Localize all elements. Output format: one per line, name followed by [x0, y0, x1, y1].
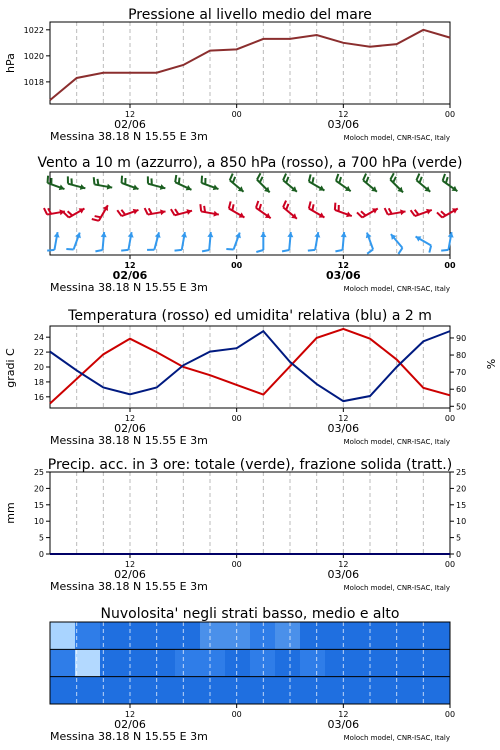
date-label: 03/06 [327, 118, 360, 131]
model-credit: Moloch model, CNR-ISAC, Italy [343, 285, 450, 293]
wind-barb [47, 231, 60, 252]
y-tick-right-label: 15 [456, 500, 467, 510]
wind-barb [253, 173, 274, 194]
barb-feather [285, 204, 290, 210]
cloud-cell [150, 677, 176, 705]
cloud-cell [325, 622, 351, 650]
location-label: Messina 38.18 N 15.55 E 3m [50, 580, 208, 593]
barb-feather [147, 248, 154, 252]
barb-head [207, 232, 213, 238]
cloud-cell [75, 649, 101, 677]
time-tick-label: 00 [444, 560, 456, 569]
barb-head [103, 204, 111, 211]
cloud-cell [125, 622, 151, 650]
time-tick-label: 12 [124, 414, 136, 423]
y-axis-label: gradi C [4, 348, 17, 388]
y-tick-label: 22 [33, 348, 44, 358]
chart-title: Nuvolosita' negli strati basso, medio e alto [100, 606, 400, 622]
cloud-cell [400, 649, 426, 677]
barb-feather [171, 209, 175, 216]
barb-feather [121, 249, 128, 252]
barb-feather [282, 249, 289, 252]
wind-barb [175, 231, 188, 252]
barb-feather [66, 247, 73, 251]
model-credit: Moloch model, CNR-ISAC, Italy [343, 734, 450, 742]
cloud-cell [50, 677, 76, 705]
plot-frame [50, 472, 450, 554]
barb-feather [333, 203, 337, 210]
chart-title: Vento a 10 m (azzurro), a 850 hPa (rosso), a 700 hPa (verde) [37, 155, 463, 171]
wind-barb [92, 177, 113, 190]
time-tick-label: 00 [231, 110, 242, 119]
location-label: Messina 38.18 N 15.55 E 3m [50, 130, 208, 143]
y-tick-label: 25 [33, 468, 44, 477]
barb-head [287, 232, 293, 238]
barb-feather [200, 176, 204, 183]
barb-feather [397, 248, 404, 254]
barb-feather [120, 176, 124, 183]
time-tick-label: 00 [231, 560, 242, 569]
wind-barb [387, 173, 408, 194]
time-tick-label: 12 [338, 560, 349, 569]
cloud-cell [325, 677, 351, 705]
barb-feather [227, 201, 232, 208]
barb-head [260, 232, 266, 237]
time-tick-label: 12 [124, 261, 136, 270]
cloud-cell [275, 677, 301, 705]
barb-feather [285, 177, 290, 183]
wind-barb [360, 174, 382, 195]
cloud-cell [300, 649, 326, 677]
wind-barb [333, 174, 355, 194]
plot-frame [50, 22, 450, 104]
date-label: 03/06 [326, 269, 361, 282]
cloud-cell [150, 622, 176, 650]
time-tick-label: 00 [231, 261, 243, 270]
barb-feather [335, 249, 342, 252]
barb-feather [92, 217, 99, 222]
date-label: 02/06 [114, 568, 146, 581]
time-tick-label: 00 [444, 261, 456, 270]
barb-feather [428, 246, 433, 253]
y-axis-label: hPa [4, 53, 17, 73]
wind-barb [226, 174, 248, 195]
cloud-cell [250, 649, 276, 677]
y-tick-right-label: 20 [456, 484, 467, 494]
cloud-cell [300, 622, 326, 650]
y-tick-label: 1018 [23, 77, 44, 87]
wind-barb [64, 202, 86, 221]
wind-barb [117, 203, 139, 219]
date-label: 03/06 [327, 568, 360, 581]
y-tick-label: 15 [33, 500, 44, 510]
barb-feather [441, 174, 447, 181]
barb-head [186, 185, 193, 193]
barb-head [372, 206, 379, 214]
plot-frame [50, 326, 450, 408]
y-tick-label: 16 [33, 392, 44, 402]
y-tick-label: 5 [38, 533, 44, 543]
wind-barb [280, 201, 302, 222]
wind-barb [121, 231, 134, 252]
barb-feather [254, 201, 260, 208]
wind-barb [413, 174, 435, 195]
cloud-cell [75, 677, 101, 705]
pressure-line [50, 30, 450, 100]
y-tick-label: 1020 [23, 51, 44, 61]
cloud-cell [350, 677, 376, 705]
barb-feather [93, 177, 96, 184]
cloud-cell [275, 622, 301, 650]
barb-head [414, 234, 421, 242]
wind-barb [171, 204, 193, 219]
cloud-cell [225, 649, 251, 677]
barb-feather [365, 177, 370, 183]
barb-feather [202, 249, 209, 252]
wind-barb [360, 232, 376, 254]
wind-barb [95, 231, 107, 252]
cloud-cell [200, 677, 226, 705]
cloud-cell [250, 677, 276, 705]
wind-barb [357, 202, 379, 221]
barb-feather [418, 177, 423, 183]
cloud-cell [350, 622, 376, 650]
y-tick-right-label: 90 [456, 333, 467, 343]
cloud-cell [125, 677, 151, 705]
barb-feather [385, 208, 388, 215]
time-tick-label: 12 [338, 110, 349, 119]
barb-feather [173, 175, 178, 182]
wind-barb [92, 202, 111, 224]
date-label: 02/06 [114, 422, 146, 435]
barb-feather [44, 208, 47, 215]
cloud-cell [175, 622, 201, 650]
barb-head [319, 212, 326, 220]
cloud-cell [200, 649, 226, 677]
wind-barb [66, 230, 82, 252]
wind-barb [280, 174, 302, 195]
location-label: Messina 38.18 N 15.55 E 3m [50, 281, 208, 294]
time-tick-label: 00 [231, 710, 242, 719]
wind-barb [147, 230, 162, 252]
barb-feather [146, 176, 150, 183]
panel-precip [4, 468, 466, 593]
y-tick-label: 1022 [23, 25, 44, 35]
model-credit: Moloch model, CNR-ISAC, Italy [343, 584, 450, 592]
date-label: 02/06 [112, 269, 148, 282]
cloud-cell [175, 677, 201, 705]
panel-wind [44, 172, 461, 294]
cloud-cell [50, 622, 76, 650]
time-tick-label: 00 [444, 110, 456, 119]
wind-barb [202, 231, 214, 252]
cloud-cell [125, 649, 151, 677]
time-tick-label: 00 [231, 414, 242, 423]
wind-barb [335, 231, 347, 252]
barb-feather [66, 176, 70, 183]
y-tick-right-label: 25 [456, 468, 467, 477]
barb-head [239, 212, 246, 220]
y-tick-right-label: 60 [456, 385, 467, 395]
time-tick-label: 12 [124, 110, 136, 119]
barb-head [319, 185, 326, 193]
y-tick-right-label: 70 [456, 368, 467, 378]
wind-barb [386, 232, 407, 254]
chart-title: Temperatura (rosso) ed umidita' relativa (blu) a 2 m [68, 308, 432, 324]
barb-feather [334, 174, 340, 181]
cloud-cell [250, 622, 276, 650]
wind-barb [282, 231, 294, 252]
y-tick-right-label: 50 [456, 402, 467, 412]
y-tick-label: 20 [33, 484, 44, 494]
location-label: Messina 38.18 N 15.55 E 3m [50, 434, 208, 447]
panel-clouds [50, 622, 455, 743]
cloud-cell [400, 622, 426, 650]
model-credit: Moloch model, CNR-ISAC, Italy [343, 134, 450, 142]
barb-head [101, 232, 107, 238]
cloud-cell [350, 649, 376, 677]
date-label: 03/06 [327, 718, 360, 731]
location-label: Messina 38.18 N 15.55 E 3m [50, 730, 208, 743]
barb-feather [231, 177, 236, 183]
wind-barb [308, 231, 321, 252]
chart-title: Precip. acc. in 3 ore: totale (verde), frazione solida (tratt.) [47, 457, 453, 473]
barb-feather [175, 249, 182, 252]
cloud-cell [175, 649, 201, 677]
wind-barb [385, 205, 406, 218]
model-credit: Moloch model, CNR-ISAC, Italy [343, 438, 450, 446]
y-tick-right-label: 5 [456, 533, 462, 543]
barb-feather [226, 247, 233, 251]
cloud-cell [400, 677, 426, 705]
cloud-cell [225, 677, 251, 705]
y-tick-label: 20 [33, 363, 44, 372]
time-tick-label: 00 [444, 414, 456, 423]
y-tick-right-label: 80 [456, 351, 467, 361]
panel-temperature [4, 326, 497, 447]
cloud-cell [425, 622, 451, 650]
date-label: 02/06 [114, 118, 146, 131]
barb-feather [308, 249, 315, 252]
barb-feather [46, 176, 50, 183]
barb-feather [199, 204, 202, 211]
date-label: 03/06 [327, 422, 360, 435]
cloud-cell [275, 649, 301, 677]
time-tick-label: 12 [338, 710, 349, 719]
date-label: 02/06 [114, 718, 146, 731]
barb-feather [307, 174, 312, 181]
time-tick-label: 00 [444, 710, 456, 719]
y-tick-right-label: 10 [456, 517, 467, 527]
wind-barb [411, 203, 433, 219]
y-tick-label: 24 [33, 333, 44, 343]
y-tick-right-label: 0 [456, 550, 462, 559]
cloud-cell [200, 622, 226, 650]
y-axis-right-label: % [484, 358, 497, 370]
barb-feather [47, 249, 54, 252]
time-tick-label: 12 [124, 560, 136, 569]
y-tick-label: 10 [33, 517, 44, 527]
barb-feather [145, 208, 148, 215]
time-tick-label: 12 [124, 710, 136, 719]
cloud-cell [425, 677, 451, 705]
wind-barb [44, 205, 65, 218]
wind-barb [45, 176, 67, 192]
wind-barb [256, 232, 266, 252]
chart-title: Pressione al livello medio del mare [128, 7, 372, 23]
barb-feather [256, 250, 263, 252]
cloud-cell [325, 649, 351, 677]
wind-barb [306, 174, 328, 193]
wind-barb [226, 230, 242, 252]
y-axis-label: mm [4, 502, 17, 524]
y-tick-label: 0 [38, 550, 44, 559]
cloud-cell [300, 677, 326, 705]
cloud-cell [425, 649, 451, 677]
cloud-cell [50, 649, 76, 677]
barb-feather [307, 201, 312, 208]
wind-barb [199, 204, 220, 217]
cloud-cell [225, 622, 251, 650]
barb-head [452, 206, 459, 214]
panel-pressure [4, 22, 455, 143]
y-tick-label: 18 [33, 377, 44, 387]
wind-barb [145, 205, 166, 218]
barb-head [79, 206, 86, 214]
time-tick-label: 12 [338, 414, 349, 423]
cloud-cell [150, 649, 176, 677]
cloud-cell [75, 622, 101, 650]
wind-barb [441, 231, 454, 252]
barb-feather [441, 249, 448, 252]
time-tick-label: 12 [337, 261, 349, 270]
wind-barb [437, 202, 459, 221]
barb-feather [95, 249, 102, 252]
barb-head [341, 232, 347, 238]
